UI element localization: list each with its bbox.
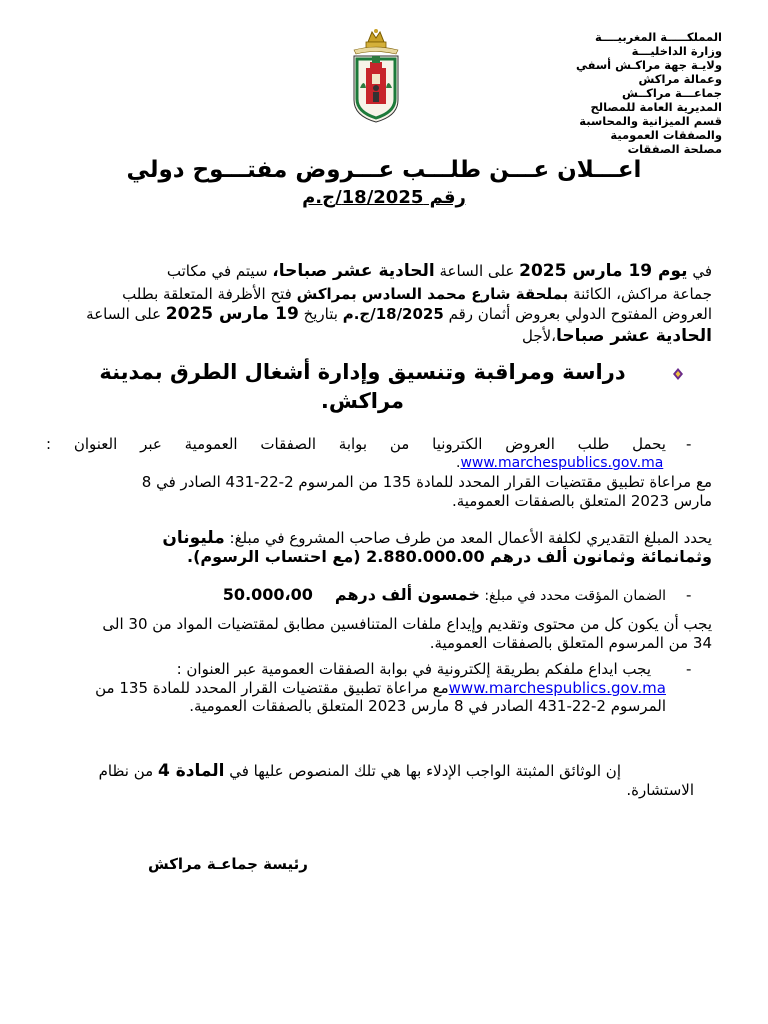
header-line-kingdom: المملكـــــة المغربيــــة — [594, 30, 722, 44]
header-line-directorate: المديرية العامة للمصالح — [590, 100, 722, 114]
marchespublics-link[interactable]: www.marchespublics.gov.ma — [460, 455, 664, 471]
documents-line-2: الاستشارة. — [626, 781, 694, 799]
guarantee-label: الضمان المؤقت محدد في مبلغ: — [479, 588, 666, 604]
announcement-title: اعـــلان عـــن طلـــب عـــروض مفتـــوح دولي — [126, 157, 642, 183]
intro-line-2: جماعة مراكش، الكائنة بملحقة شارع محمد السادس بمراكش فتح الأظرفة المتعلقة بطلب — [122, 285, 712, 303]
list-dash: - — [686, 435, 692, 453]
header-line-division: قسم الميزانية والمحاسبة — [579, 114, 722, 128]
deposit-marchespublics-link[interactable]: www.marchespublics.gov.ma — [448, 679, 666, 697]
download-line-4: مارس 2023 المتعلق بالصفقات العمومية. — [451, 492, 712, 510]
intro-line-1: في يوم 19 مارس 2025 على الساعة الحادية عشر صباحا، سيتم في مكاتب — [166, 261, 712, 281]
diamond-bullet-icon — [672, 366, 684, 380]
tender-number: 18/2025/ج.م — [342, 305, 444, 323]
subject-line-2: مراكش. — [320, 389, 405, 413]
announcement-number: رقم 18/2025/ج.م — [302, 187, 466, 208]
download-line-1: يحمل طلب العروض الكترونيا من بوابة الصفقات العمومية عبر العنوان : — [46, 435, 666, 453]
guarantee-words: خمسون ألف درهم — [334, 585, 480, 604]
estimate-line-1: يحدد المبلغ التقديري لكلفة الأعمال المعد من طرف صاحب المشروع في مبلغ: مليونان — [162, 528, 712, 548]
download-line-3: مع مراعاة تطبيق مقتضيات القرار المحدد للمادة 135 من المرسوم 2-22-431 الصادر في 8 — [141, 473, 712, 491]
header-line-service: مصلحة الصفقات — [627, 142, 722, 156]
opening-hour: الحادية عشر صباحا، — [272, 261, 435, 281]
signature-title: رئيسة جماعـة مراكش — [148, 855, 308, 873]
guarantee-line — [223, 585, 666, 604]
coat-of-arms-emblem — [346, 28, 406, 124]
header-line-wilaya: ولايـة جهة مراكـش أسفي — [575, 58, 722, 72]
list-dash: - — [686, 660, 692, 678]
deposit-line-2: www.marchespublics.gov.maمع مراعاة تطبيق مقتضيات القرار المحدد للمادة 135 من — [95, 679, 666, 697]
list-dash: - — [686, 586, 692, 604]
intro-line-3: العروض المفتوح الدولي بعروض أثمان رقم 18/2025/ج.م بتاريخ 19 مارس 2025 على الساعة — [86, 304, 712, 324]
estimate-line-2: وثمانمائة وثمانون ألف درهم 2.880.000.00 (مع احتساب الرسوم). — [187, 547, 712, 566]
subject-line-1: دراسة ومراقبة وتنسيق وإدارة أشغال الطرق بمدينة — [99, 360, 626, 384]
tender-date: 19 مارس 2025 — [165, 304, 299, 324]
opening-location: بملحقة شارع محمد السادس بمراكش — [296, 285, 569, 303]
download-link-row: .www.marchespublics.gov.ma — [456, 455, 664, 471]
tender-hour: الحادية عشر صباحا — [556, 326, 712, 346]
deposit-line-3: المرسوم 2-22-431 الصادر في 8 مارس 2023 المتعلق بالصفقات العمومية. — [189, 697, 666, 715]
article-reference: المادة 4 — [157, 761, 225, 781]
guarantee-amount: 50.000،00 — [222, 585, 313, 604]
documents-line-1: إن الوثائق المثبتة الواجب الإدلاء بها هي تلك المنصوص عليها في المادة 4 من نظام — [98, 761, 621, 781]
header-line-ministry: وزارة الداخليـــة — [631, 44, 722, 58]
header-line-procurement: والصفقات العمومية — [610, 128, 722, 142]
content-line-2: 34 من المرسوم المتعلق بالصفقات العمومية. — [429, 634, 712, 652]
opening-date: يوم 19 مارس 2025 — [519, 261, 688, 281]
intro-line-4: الحادية عشر صباحا،لأجل — [521, 326, 712, 346]
content-line-1: يجب أن يكون كل من محتوى وتقديم وإيداع ملفات المتنافسين مطابق لمقتضيات المواد من 30 الى — [102, 615, 712, 633]
header-line-prefecture: وعمالة مراكش — [638, 72, 722, 86]
header-line-commune: جماعـــة مراكــش — [622, 86, 722, 100]
deposit-line-1: يجب ايداع ملفكم بطريقة إلكترونية في بوابة الصفقات العمومية عبر العنوان : — [176, 660, 651, 678]
estimate-amount-words: مليونان — [162, 528, 225, 548]
